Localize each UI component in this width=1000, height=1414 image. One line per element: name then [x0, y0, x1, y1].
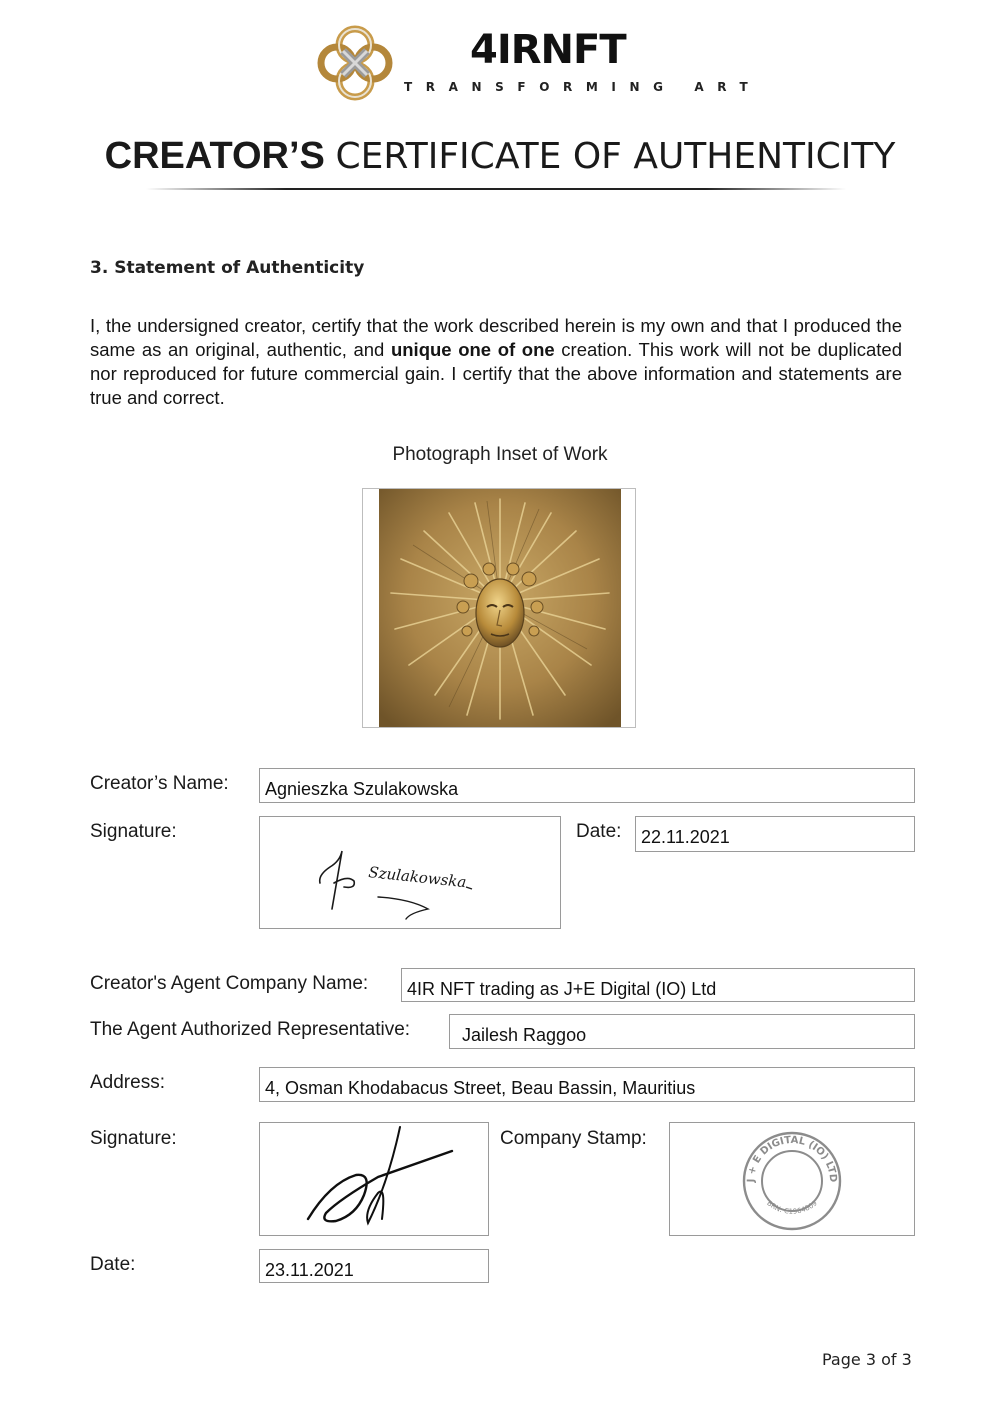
agent-signature-box	[259, 1122, 489, 1236]
creator-name-label: Creator’s Name:	[90, 773, 229, 794]
agent-signature-icon	[260, 1123, 488, 1235]
statement-part2: creation. This work will not be duplicated nor reproduced for future commercial gain. I certify that the above information and statements are true and correct.	[90, 339, 902, 408]
creator-signature-icon	[260, 817, 560, 928]
infinity-knot-icon	[316, 24, 394, 102]
photo-caption: Photograph Inset of Work	[392, 444, 608, 465]
title-bold: CREATOR’S	[104, 135, 325, 177]
agent-company-label: Creator's Agent Company Name:	[90, 973, 369, 994]
creator-name-field	[259, 768, 915, 803]
agent-date-value: 23.11.2021	[265, 1260, 354, 1280]
creator-name-value: Agnieszka Szulakowska	[265, 779, 459, 799]
creator-signature-label: Signature:	[90, 821, 177, 842]
creator-signature-box	[259, 816, 561, 929]
agent-signature-label: Signature:	[90, 1128, 177, 1149]
section-heading: 3. Statement of Authenticity	[90, 258, 365, 278]
stamp-text-bottom: BRN: C1964809	[765, 1199, 819, 1216]
company-stamp-icon	[670, 1123, 914, 1235]
brand-name: 4IRNFT	[470, 27, 626, 73]
agent-address-field	[259, 1067, 915, 1102]
title-rest: CERTIFICATE OF AUTHENTICITY	[335, 136, 896, 177]
agent-rep-label: The Agent Authorized Representative:	[90, 1019, 411, 1040]
agent-address-label: Address:	[90, 1072, 165, 1093]
agent-date-label: Date:	[90, 1254, 136, 1275]
creator-date-label: Date:	[576, 821, 622, 842]
artwork-photo	[379, 489, 621, 727]
page-number: Page 3 of 3	[822, 1350, 912, 1369]
statement-emphasis: unique one of one	[390, 339, 555, 360]
brand-tagline: TRANSFORMING ART	[404, 80, 762, 94]
statement-part1: I, the undersigned creator, certify that the work described herein is my own and that I produced the same as an original, authentic, and	[90, 315, 902, 360]
artwork-photo-frame	[362, 488, 636, 728]
company-stamp-box	[669, 1122, 915, 1236]
creator-date-value: 22.11.2021	[641, 827, 730, 847]
stamp-text-top: J + E DIGITAL (IO) LTD	[745, 1134, 839, 1183]
page-title	[0, 132, 1000, 181]
creator-signature-text: Szulakowska	[367, 863, 468, 892]
agent-company-value: 4IR NFT trading as J+E Digital (IO) Ltd	[407, 979, 717, 999]
creator-date-field	[635, 816, 915, 852]
statement-paragraph	[90, 314, 902, 410]
agent-company-field	[401, 968, 915, 1002]
brand-logo-icon	[316, 24, 394, 102]
title-divider	[146, 188, 846, 190]
agent-rep-value: Jailesh Raggoo	[462, 1025, 587, 1045]
company-stamp-label: Company Stamp:	[500, 1128, 647, 1149]
agent-date-field	[259, 1249, 489, 1283]
agent-address-value: 4, Osman Khodabacus Street, Beau Bassin, Mauritius	[265, 1078, 696, 1098]
agent-rep-field	[449, 1014, 915, 1049]
